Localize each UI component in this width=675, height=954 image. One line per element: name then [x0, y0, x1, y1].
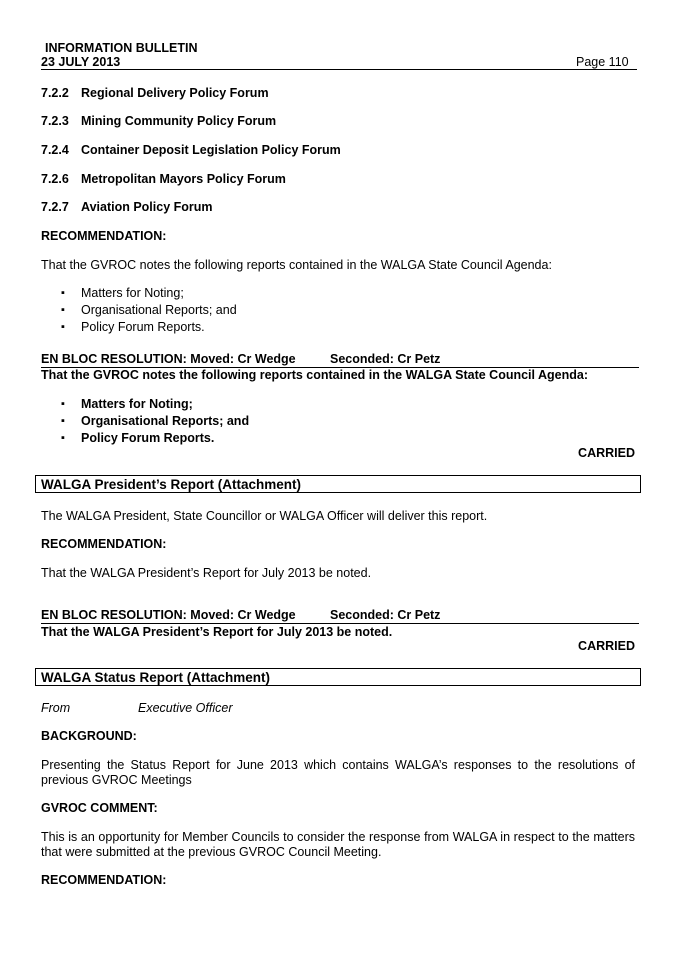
forum-item: 7.2.4 Container Deposit Legislation Policy Forum [41, 143, 341, 157]
recommendation-heading: RECOMMENDATION: [41, 873, 167, 887]
header-rule [41, 69, 637, 70]
from-value: Executive Officer [138, 701, 233, 715]
recommendation-heading: RECOMMENDATION: [41, 229, 167, 243]
background-heading: BACKGROUND: [41, 729, 137, 743]
from-label: From [41, 701, 71, 715]
section-heading-presidents-report: WALGA President’s Report (Attachment) [35, 475, 641, 493]
list-item: ▪ Organisational Reports; and [41, 413, 249, 430]
list-item: ▪ Policy Forum Reports. [41, 319, 237, 336]
section-intro: The WALGA President, State Councillor or WALGA Officer will deliver this report. [41, 509, 488, 523]
comment-text: This is an opportunity for Member Councils to consider the response from WALGA in respect to the matters that were submitted at the previous GVROC Council Meeting. [41, 830, 635, 859]
section-heading-status-report: WALGA Status Report (Attachment) [35, 668, 641, 686]
recommendation-list [41, 285, 237, 336]
bulletin-date: 23 JULY 2013 [41, 55, 121, 69]
forum-item: 7.2.3 Mining Community Policy Forum [41, 114, 277, 128]
forum-item: 7.2.6 Metropolitan Mayors Policy Forum [41, 172, 286, 186]
list-item: ▪ Matters for Noting; [41, 285, 237, 302]
resolution-moved: EN BLOC RESOLUTION: Moved: Cr Wedge [41, 608, 296, 622]
list-item: ▪ Matters for Noting; [41, 396, 249, 413]
list-item: ▪ Policy Forum Reports. [41, 430, 249, 447]
recommendation-text: That the GVROC notes the following reports contained in the WALGA State Council Agenda: [41, 258, 552, 272]
resolution-moved: EN BLOC RESOLUTION: Moved: Cr Wedge [41, 352, 296, 366]
forum-item: 7.2.7 Aviation Policy Forum [41, 200, 213, 214]
resolution-rule [41, 623, 639, 624]
recommendation-heading: RECOMMENDATION: [41, 537, 167, 551]
resolution-seconded: Seconded: Cr Petz [330, 608, 441, 622]
list-item: ▪ Organisational Reports; and [41, 302, 237, 319]
recommendation-text: That the WALGA President’s Report for July 2013 be noted. [41, 566, 372, 580]
carried-label: CARRIED [578, 446, 635, 460]
resolution-text: That the GVROC notes the following reports contained in the WALGA State Council Agenda: [41, 368, 589, 382]
resolution-list [41, 396, 249, 447]
comment-heading: GVROC COMMENT: [41, 801, 158, 815]
resolution-text: That the WALGA President’s Report for July 2013 be noted. [41, 625, 393, 639]
background-text: Presenting the Status Report for June 2013 which contains WALGA’s responses to the resolutions of previous GVROC Meetings [41, 758, 635, 787]
page-number: Page 110 [576, 55, 629, 69]
carried-label: CARRIED [578, 639, 635, 653]
resolution-seconded: Seconded: Cr Petz [330, 352, 441, 366]
forum-item: 7.2.2 Regional Delivery Policy Forum [41, 86, 269, 100]
bulletin-title: INFORMATION BULLETIN [45, 41, 198, 55]
